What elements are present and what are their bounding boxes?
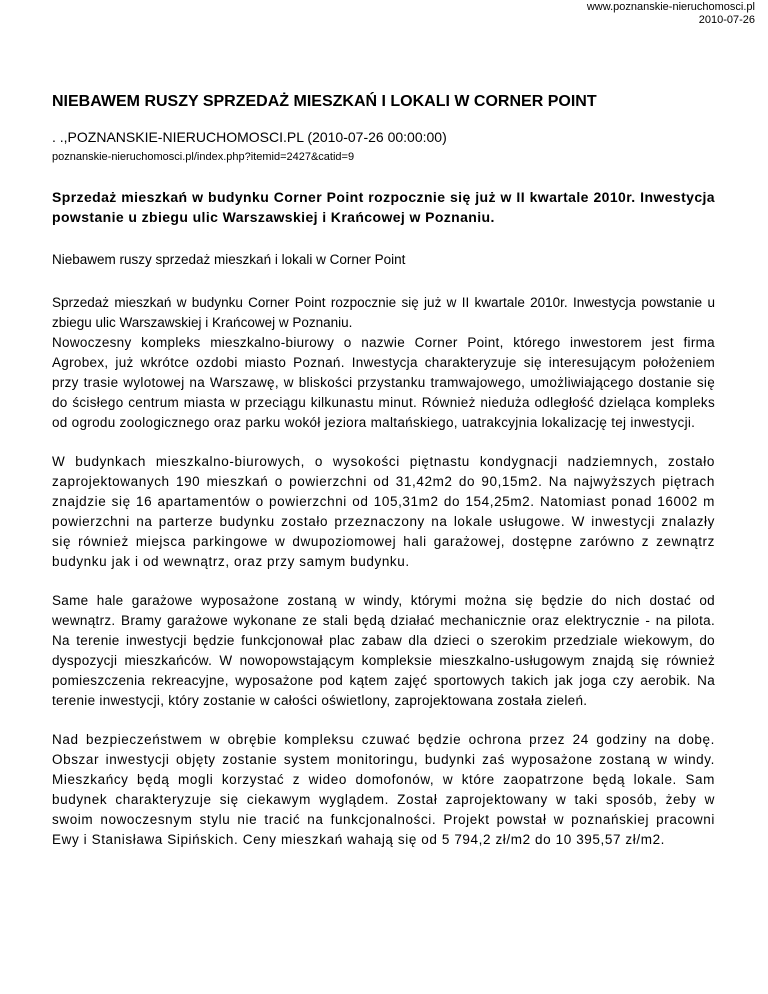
page-header [587, 1, 755, 27]
paragraph-3: W budynkach mieszkalno-biurowych, o wysokości piętnastu kondygnacji nadziemnych, zostało zaprojektowanych 190 mieszkań o powierzchni od 31,42m2 do 90,15m2. Na najwyższych piętrach znajdzie się 16 apartamentów o powierzchni od 105,31m2 do 154,25m2. Natomiast ponad 16002 m powierzchni na parterze budynku zostało przeznaczony na lokale usługowe. W inwestycji znalazły się również miejsca parkingowe w dwupoziomowej hali garażowej, dostępne zarówno z zewnątrz budynku jak i od wewnątrz, oraz przy samym budynku. [52, 454, 715, 569]
site-url: www.poznanskie-nieruchomosci.pl [586, 1, 755, 13]
paragraph-4: Same hale garażowe wyposażone zostaną w windy, którymi można się będzie do nich dostać od wewnątrz. Bramy garażowe wykonane ze stali będą działać mechanicznie oraz elektrycznie - na pilota. Na terenie inwestycji będzie funkcjonował plac zabaw dla dzieci o szerokim przedziale wiekowym, do dyspozycji mieszkańców. W nowopowstającym kompleksie mieszkalno-usługowym znajdą się również pomieszczenia rekreacyjne, wyposażone pod kątem zajęć sportowych takich jak joga czy aerobik. Na terenie inwestycji, który zostanie w całości oświetlony, zaprojektowana została zieleń. [52, 593, 715, 708]
article [52, 92, 715, 850]
article-subtitle: Niebawem ruszy sprzedaż mieszkań i lokali w Corner Point [52, 252, 406, 267]
paragraph-2: Nowoczesny kompleks mieszkalno-biurowy o nazwie Corner Point, którego inwestorem jest firma Agrobex, już wkrótce ozdobi miasto Poznań. Inwestycja charakteryzuje się interesującym położeniem przy trasie wylotowej na Warszawę, w bliskości przystanku tramwajowego, umożliwiającego dostanie się do ścisłego centrum miasta w przeciągu kilkunastu minut. Również nieduża odległość dzieląca kompleks od ogrodu zoologicznego oraz parku wokół jeziora maltańskiego, uatrakcyjnia lokalizację tej inwestycji. [52, 335, 715, 430]
paragraph-1: Sprzedaż mieszkań w budynku Corner Point rozpocznie się już w II kwartale 2010r. Inwestycja powstanie u zbiegu ulic Warszawskiej i Krańcowej w Poznaniu. [52, 295, 715, 330]
article-title: NIEBAWEM RUSZY SPRZEDAŻ MIESZKAŃ I LOKALI W CORNER POINT [52, 93, 597, 110]
source-url: poznanskie-nieruchomosci.pl/index.php?itemid=2427&catid=9 [52, 151, 355, 163]
article-lead: Sprzedaż mieszkań w budynku Corner Point rozpocznie się już w II kwartale 2010r. Inwestycja powstanie u zbiegu ulic Warszawskiej i Krańcowej w Poznaniu. [52, 189, 715, 225]
paragraph-5: Nad bezpieczeństwem w obrębie kompleksu czuwać będzie ochrona przez 24 godziny na dobę. Obszar inwestycji objęty zostanie system monitoringu, budynki zaś wyposażone zostaną w windy. Mieszkańcy będą mogli korzystać z wideo domofonów, w które zaopatrzone będą lokale. Sam budynek charakteryzuje się ciekawym wyglądem. Został zaprojektowany w taki sposób, żeby w swoim nowoczesnym stylu nie tracić na funkcjonalności. Projekt powstał w poznańskiej pracowni Ewy i Stanisława Sipińskich. Ceny mieszkań wahają się od 5 794,2 zł/m2 do 10 395,57 zł/m2. [52, 732, 715, 847]
header-date: 2010-07-26 [698, 14, 755, 26]
source-line: . .,POZNANSKIE-NIERUCHOMOSCI.PL (2010-07-26 00:00:00) [52, 129, 447, 145]
